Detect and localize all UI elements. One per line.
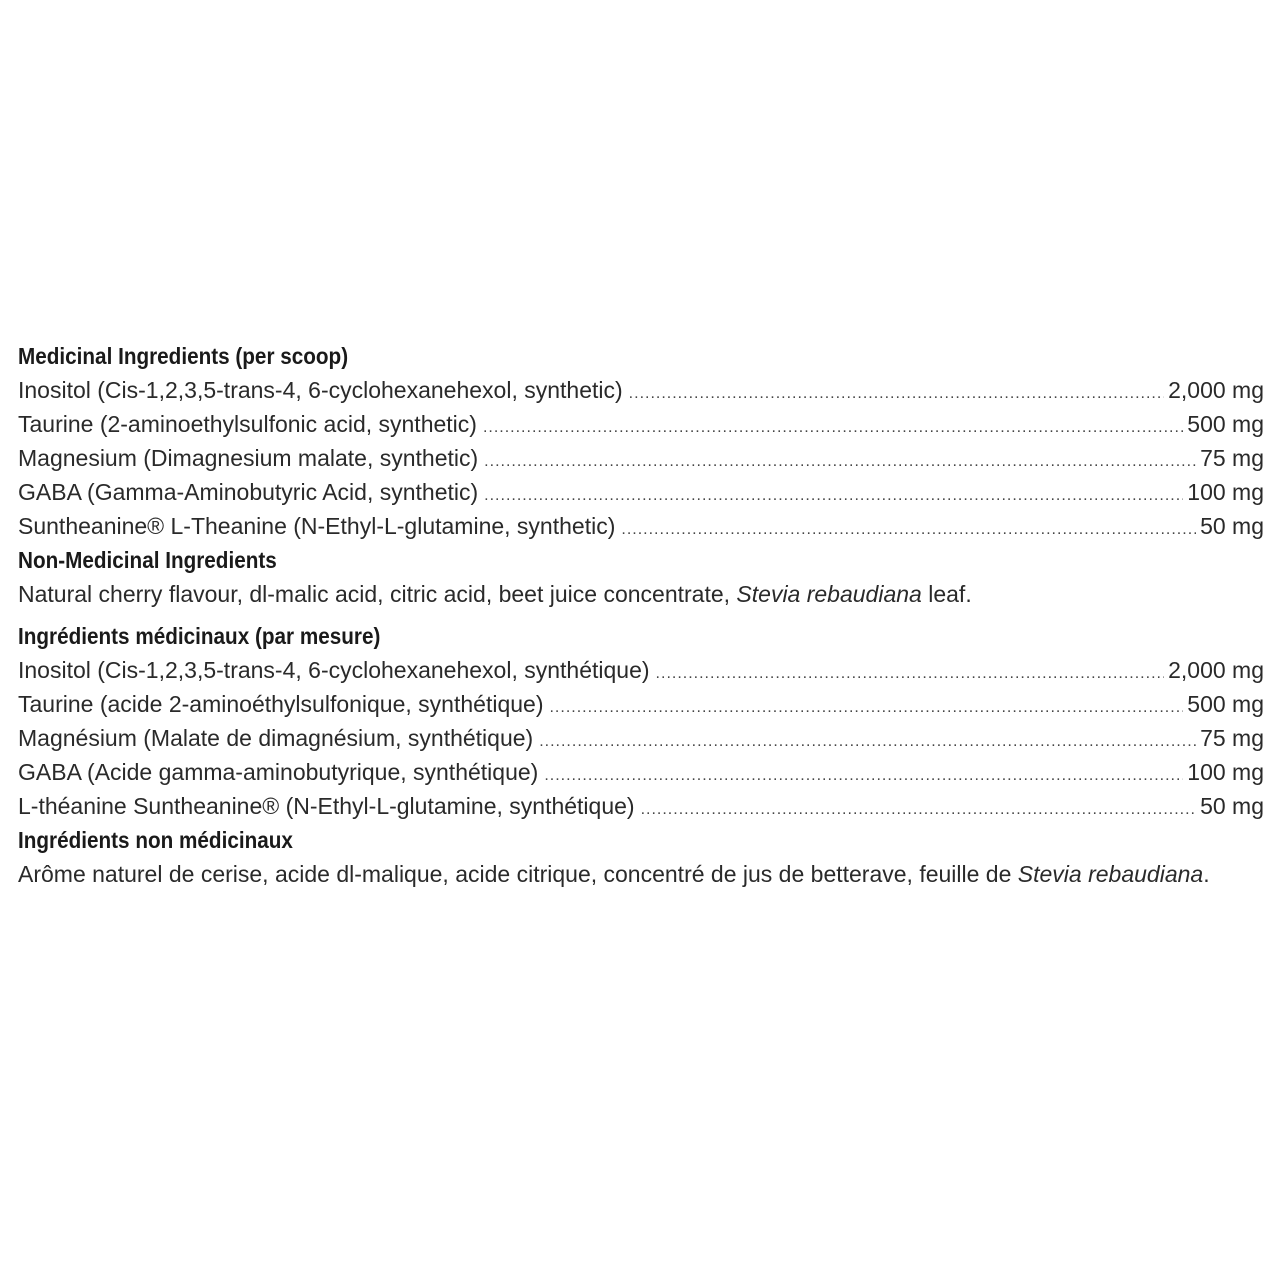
non-medicinal-list: Arôme naturel de cerise, acide dl-malique, acide citrique, concentré de jus de betterave, feuille de [18,861,1018,887]
stevia-name: Stevia rebaudiana [1017,861,1204,887]
ingredient-amount: 2,000 mg [1168,377,1264,403]
ingredient-row [18,407,1264,441]
ingredient-row [18,373,1264,407]
non-medicinal-ingredients-heading: Non-Medicinal Ingredients [18,547,277,573]
section-spacer [18,611,1264,619]
ingredient-amount: 100 mg [1187,759,1264,785]
ingredient-name: Suntheanine® L-Theanine (N-Ethyl-L-glutamine, synthetic) [18,513,616,539]
ingredient-name: Inositol (Cis-1,2,3,5-trans-4, 6-cyclohexanehexol, synthetic) [18,377,623,403]
dot-leader [539,725,1196,759]
medicinal-ingredients-heading: Medicinal Ingredients (per scoop) [18,343,349,369]
dot-leader [484,445,1196,479]
ingredient-amount: 75 mg [1200,445,1264,471]
dot-leader [544,759,1183,793]
ingredient-row [18,687,1264,721]
ingredient-amount: 500 mg [1187,691,1264,717]
ingredients-non-medicinaux-heading: Ingrédients non médicinaux [18,827,293,853]
ingredient-row [18,653,1264,687]
ingredient-amount: 50 mg [1200,793,1264,819]
ingredient-amount: 2,000 mg [1168,657,1264,683]
ingredient-amount: 100 mg [1187,479,1264,505]
ingredient-row [18,475,1264,509]
dot-leader [621,513,1196,547]
ingredient-name: Magnesium (Dimagnesium malate, synthetic) [18,445,479,471]
ingredient-name: Inositol (Cis-1,2,3,5-trans-4, 6-cyclohexanehexol, synthétique) [18,657,650,683]
ingredients-non-medicinaux-text [18,857,1264,891]
ingredient-name: GABA (Acide gamma-aminobutyrique, synthétique) [18,759,539,785]
ingredient-name: Taurine (2-aminoethylsulfonic acid, synthetic) [18,411,477,437]
non-medicinal-ingredients-text [18,577,1264,611]
ingredients-medicinaux-heading: Ingrédients médicinaux (par mesure) [18,623,381,649]
ingredient-name: L-théanine Suntheanine® (N-Ethyl-L-glutamine, synthétique) [18,793,635,819]
dot-leader [629,377,1164,411]
ingredient-row [18,509,1264,543]
dot-leader [656,657,1165,691]
stevia-name: Stevia rebaudiana [736,581,922,607]
ingredient-row [18,789,1264,823]
non-medicinal-tail: . [1203,861,1210,887]
ingredient-row [18,441,1264,475]
non-medicinal-list: Natural cherry flavour, dl-malic acid, citric acid, beet juice concentrate, [18,581,737,607]
ingredient-name: Taurine (acide 2-aminoéthylsulfonique, synthétique) [18,691,544,717]
dot-leader [641,793,1196,827]
ingredient-amount: 75 mg [1200,725,1264,751]
dot-leader [484,479,1183,513]
non-medicinal-tail: leaf. [921,581,972,607]
ingredient-row [18,755,1264,789]
ingredient-name: GABA (Gamma-Aminobutyric Acid, synthetic) [18,479,479,505]
ingredient-name: Magnésium (Malate de dimagnésium, synthétique) [18,725,534,751]
ingredient-row [18,721,1264,755]
ingredient-amount: 50 mg [1200,513,1264,539]
ingredient-label [18,339,1264,891]
dot-leader [483,411,1183,445]
ingredient-amount: 500 mg [1187,411,1264,437]
dot-leader [549,691,1183,725]
